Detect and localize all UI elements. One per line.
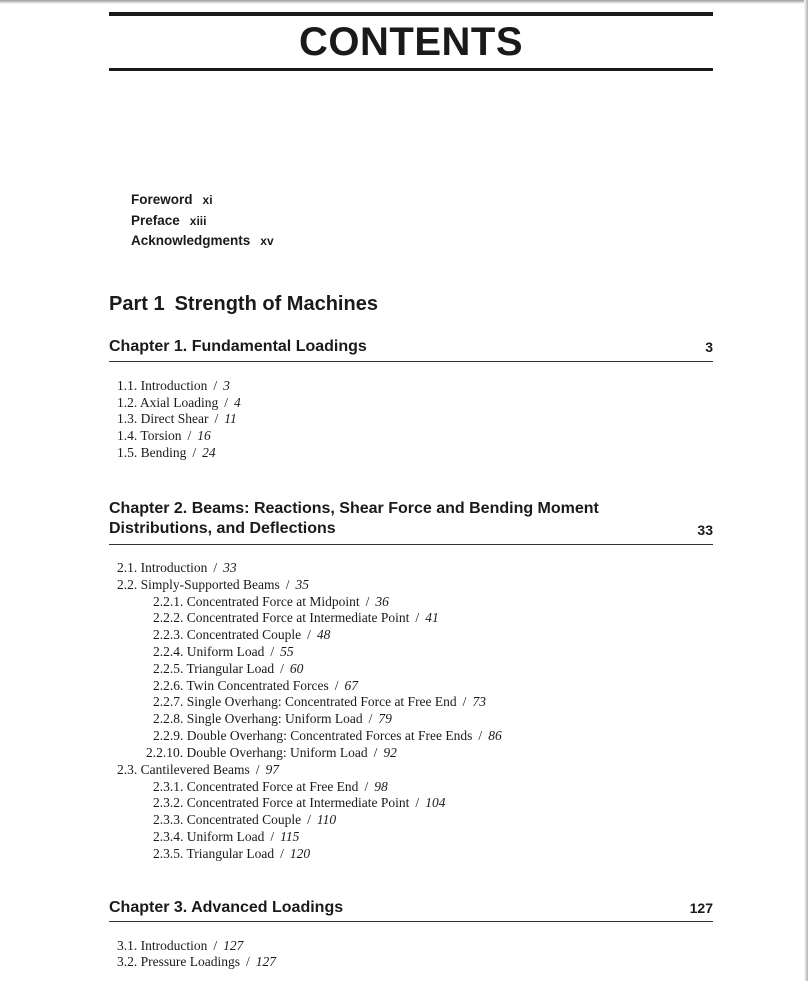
front-matter-label: Acknowledgments [131,233,251,248]
chapter-title-line-1: Chapter 2. Beams: Reactions, Shear Force and Bending Moment [109,500,599,517]
toc-subentry[interactable]: 2.2.6. Twin Concentrated Forces / 67 [153,678,359,693]
chapter-page: 33 [697,522,713,538]
entry-number: 2.2. [117,577,138,592]
toc-subentry[interactable]: 2.2.3. Concentrated Couple / 48 [153,627,331,642]
front-matter-label: Preface [131,213,180,228]
toc-entry[interactable]: 2.3. Cantilevered Beams / 97 [117,762,279,777]
entry-page: 127 [255,954,276,969]
toc-entry[interactable]: 1.3. Direct Shear / 11 [117,411,237,426]
chapter-title: Chapter 1. Fundamental Loadings [109,338,367,355]
entry-title: Concentrated Force at Intermediate Point [186,795,410,810]
chapter-1-rule [109,361,713,362]
toc-subentry[interactable]: 2.2.10. Double Overhang: Uniform Load / 92 [146,745,397,760]
toc-entry[interactable]: 3.1. Introduction / 127 [117,938,244,953]
entry-title: Simply-Supported Beams [140,577,280,592]
front-matter-foreword[interactable] [131,192,213,208]
entry-number: 3.2. [117,954,138,969]
toc-subentry[interactable]: 2.3.2. Concentrated Force at Intermediate Point / 104 [153,795,446,810]
toc-subentry[interactable]: 2.2.8. Single Overhang: Uniform Load / 79 [153,711,392,726]
entry-title: Triangular Load [186,661,275,676]
page-right-shadow [804,0,808,981]
entry-number: 2.3.5. [153,846,184,861]
toc-entry[interactable]: 1.5. Bending / 24 [117,445,216,460]
entry-page: 33 [223,560,237,575]
front-matter-page: xiii [189,214,207,228]
entry-number: 2.1. [117,560,138,575]
toc-subentry[interactable]: 2.3.3. Concentrated Couple / 110 [153,812,337,827]
chapter-title-line-2: Distributions, and Deflections [109,520,336,537]
entry-number: 2.2.7. [153,694,184,709]
entry-number: 2.3.3. [153,812,184,827]
entry-page: 73 [472,694,486,709]
entry-page: 24 [202,445,216,460]
entry-page: 92 [383,745,397,760]
chapter-page: 127 [689,900,713,916]
entry-title: Concentrated Force at Midpoint [186,594,360,609]
entry-title: Double Overhang: Uniform Load [186,745,368,760]
toc-entry[interactable]: 1.4. Torsion / 16 [117,428,211,443]
entry-page: 127 [223,938,244,953]
entry-title: Double Overhang: Concentrated Forces at Free Ends [186,728,473,743]
entry-number: 2.3. [117,762,138,777]
entry-number: 2.2.9. [153,728,184,743]
entry-page: 48 [316,627,331,642]
front-matter-preface[interactable] [131,213,206,229]
entry-number: 2.3.4. [153,829,184,844]
toc-subentry[interactable]: 2.3.1. Concentrated Force at Free End / 98 [153,779,388,794]
front-matter-page: xi [202,193,213,207]
entry-page: 120 [289,846,311,861]
front-matter-page: xv [260,234,274,248]
entry-page: 104 [425,795,446,810]
toc-entry[interactable]: 3.2. Pressure Loadings / 127 [117,954,276,969]
toc-subentry[interactable]: 2.2.4. Uniform Load / 55 [153,644,294,659]
entry-page: 115 [280,829,300,844]
entry-number: 1.1. [117,378,138,393]
entry-title: Cantilevered Beams [140,762,250,777]
entry-page: 97 [265,762,279,777]
chapter-2-heading[interactable] [109,499,713,539]
entry-number: 2.3.2. [153,795,184,810]
chapter-title: Chapter 3. Advanced Loadings [109,899,344,916]
entry-page: 60 [289,661,304,676]
front-matter-label: Foreword [131,192,193,207]
entry-number: 2.3.1. [153,779,184,794]
part-heading [109,292,378,316]
entry-page: 67 [344,678,359,693]
toc-subentry[interactable]: 2.2.9. Double Overhang: Concentrated Forces at Free Ends / 86 [153,728,502,743]
toc-entry[interactable]: 1.2. Axial Loading / 4 [117,395,241,410]
entry-title: Direct Shear [140,411,209,426]
part-number: Part 1 [109,293,165,315]
entry-title: Torsion [140,428,182,443]
entry-title: Single Overhang: Concentrated Force at Free End [186,694,457,709]
entry-title: Introduction [140,938,208,953]
entry-title: Bending [140,445,187,460]
toc-subentry[interactable]: 2.2.5. Triangular Load / 60 [153,661,304,676]
entry-title: Single Overhang: Uniform Load [186,711,363,726]
entry-title: Axial Loading [139,395,219,410]
toc-subentry[interactable]: 2.2.2. Concentrated Force at Intermediate Point / 41 [153,610,439,625]
chapter-page: 3 [705,339,713,355]
entry-page: 4 [234,395,241,410]
entry-title: Uniform Load [186,829,265,844]
entry-page: 41 [425,610,439,625]
entry-number: 2.2.10. [146,745,184,760]
entry-number: 2.2.4. [153,644,184,659]
entry-page: 55 [280,644,294,659]
entry-number: 2.2.8. [153,711,184,726]
entry-number: 2.2.5. [153,661,184,676]
chapter-1-heading[interactable] [109,337,713,357]
toc-subentry[interactable]: 2.3.4. Uniform Load / 115 [153,829,300,844]
entry-title: Concentrated Force at Free End [186,779,359,794]
entry-title: Triangular Load [186,846,275,861]
entry-page: 16 [197,428,211,443]
toc-entry[interactable]: 1.1. Introduction / 3 [117,378,230,393]
toc-subentry[interactable]: 2.3.5. Triangular Load / 120 [153,846,311,861]
entry-number: 3.1. [117,938,138,953]
chapter-3-heading[interactable] [109,898,713,918]
entry-page: 79 [378,711,392,726]
entry-page: 11 [224,411,237,426]
entry-title: Uniform Load [186,644,265,659]
page-title: CONTENTS [299,20,523,64]
entry-title: Introduction [140,560,208,575]
toc-subentry[interactable]: 2.2.7. Single Overhang: Concentrated Force at Free End / 73 [153,694,486,709]
entry-number: 2.2.2. [153,610,184,625]
entry-title: Concentrated Couple [186,627,302,642]
entry-title: Concentrated Force at Intermediate Point [186,610,410,625]
entry-page: 110 [316,812,337,827]
entry-page: 36 [375,594,389,609]
entry-number: 2.2.1. [153,594,184,609]
entry-number: 1.5. [117,445,138,460]
toc-subentry[interactable]: 2.2.1. Concentrated Force at Midpoint / 36 [153,594,389,609]
entry-number: 1.2. [117,395,138,410]
front-matter-acknowledgments[interactable] [131,233,274,249]
entry-page: 98 [374,779,388,794]
entry-title: Introduction [140,378,208,393]
toc-entry[interactable]: 2.1. Introduction / 33 [117,560,237,575]
page-top-shadow [0,0,808,4]
entry-number: 1.3. [117,411,138,426]
title-rule-top [109,12,713,16]
entry-page: 3 [223,378,230,393]
part-title: Strength of Machines [174,293,378,315]
entry-title: Concentrated Couple [186,812,302,827]
toc-entry[interactable]: 2.2. Simply-Supported Beams / 35 [117,577,310,592]
chapter-3-rule [109,921,713,922]
title-rule-bottom [109,68,713,71]
entry-number: 2.2.6. [153,678,184,693]
entry-title: Twin Concentrated Forces [186,678,329,693]
entry-number: 2.2.3. [153,627,184,642]
entry-number: 1.4. [117,428,138,443]
entry-title: Pressure Loadings [140,954,240,969]
chapter-2-rule [109,544,713,545]
entry-page: 35 [295,577,310,592]
entry-page: 86 [488,728,502,743]
